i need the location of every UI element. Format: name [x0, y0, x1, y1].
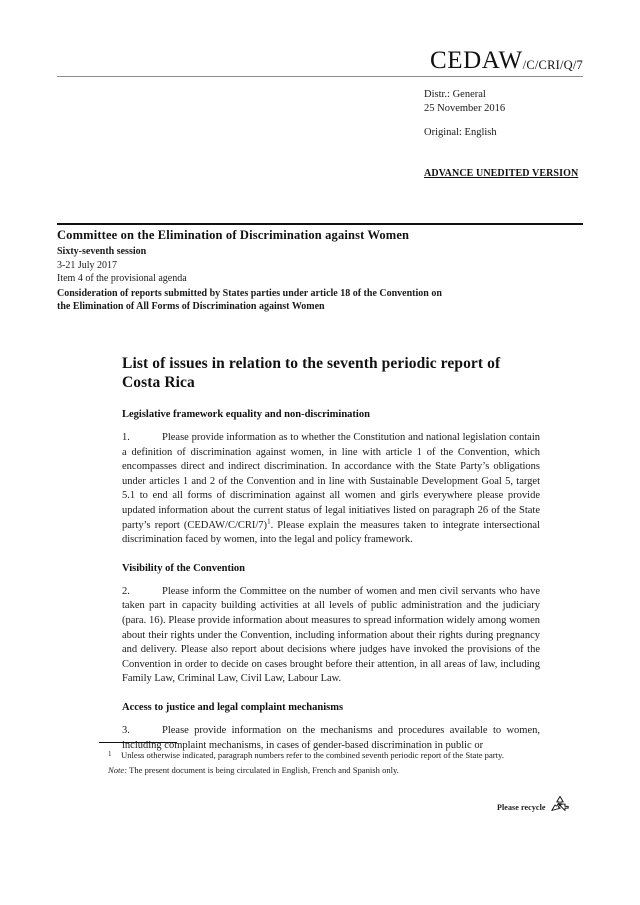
distribution-line: Distr.: General — [424, 89, 486, 100]
document-symbol-suffix: /C/CRI/Q/7 — [522, 58, 583, 72]
paragraph-3-text: Please provide information on the mechanisms and procedures available to women, including complaint mechanisms, in cases of gender-based discrimination in public or — [122, 724, 540, 751]
paragraph-1-number: 1. — [122, 432, 130, 443]
spacer — [424, 116, 505, 126]
footnote-divider — [99, 742, 177, 743]
document-body — [122, 354, 540, 767]
please-recycle — [497, 795, 571, 820]
document-symbol-main: CEDAW — [430, 47, 523, 74]
advance-unedited-version-badge: ADVANCE UNEDITED VERSION — [424, 168, 579, 179]
paragraph-3-number: 3. — [122, 724, 130, 736]
footnote-1 — [99, 750, 540, 762]
masthead-divider — [57, 76, 583, 77]
document-date: 25 November 2016 — [424, 103, 506, 114]
paragraph-1 — [122, 431, 540, 548]
recycle-label: Please recycle — [497, 803, 546, 812]
section-heading-visibility-of-convention: Visibility of the Convention — [122, 562, 245, 574]
distribution-block — [424, 88, 505, 140]
committee-session: Sixty-seventh session — [57, 246, 147, 257]
footnote-1-text: Unless otherwise indicated, paragraph numbers refer to the combined seventh periodic report of the State party. — [121, 750, 504, 760]
original-language: Original: English — [424, 127, 497, 138]
circulation-note-text: The present document is being circulated in English, French and Spanish only. — [127, 764, 399, 775]
paragraph-1-text-b: . Please explain the measures taken to integrate intersectional discrimination faced by women, into the legal and policy framework. — [122, 519, 540, 546]
paragraph-2-number: 2. — [122, 585, 130, 597]
document-title: List of issues in relation to the seventh periodic report of Costa Rica — [122, 355, 501, 391]
footnote-reference-1[interactable]: 1 — [267, 517, 271, 526]
agenda-item: Item 4 of the provisional agenda — [57, 273, 187, 284]
committee-divider — [57, 223, 583, 225]
circulation-note-label: Note: — [108, 764, 128, 775]
masthead — [57, 48, 583, 77]
footnote-1-marker: 1 — [108, 750, 112, 758]
paragraph-2-text: Please inform the Committee on the number of women and men civil servants who have taken part in capacity building activities at all levels of public administration and the judiciary (para. 16). Please provide information about measures to spread information widely among women about their rights under the Convention, including information about their rights during pregnancy and delivery. Please also report about decisions where judges have invoked the provisions of the Convention in order to decide on cases brought before their attention, in all areas of law, including Family Law, Criminal Law, Civil Law, Labour Law. — [122, 585, 540, 685]
recycle-icon — [549, 795, 571, 820]
document-symbol — [57, 48, 583, 75]
committee-title: Committee on the Elimination of Discrimination against Women — [57, 228, 410, 242]
paragraph-3 — [122, 724, 540, 753]
footnote-block — [99, 750, 540, 776]
committee-block — [57, 228, 457, 314]
paragraph-1-text-a: Please provide information as to whether the Constitution and national legislation contain a definition of discrimination against women, in line with article 1 of the Convention, which encompasses direct and indirect discrimination. In accordance with the State Party’s obligations under articles 1 and 2 of the Convention and in line with Sustainable Development Goal 5, target 5.1 to end all forms of discrimination against all women and girls everywhere please provide updated information about the current status of legal initiatives listed on paragraph 26 of the State party’s report (CEDAW/C/CRI/7) — [122, 432, 540, 531]
committee-dates: 3-21 July 2017 — [57, 259, 117, 271]
circulation-note — [99, 765, 540, 777]
section-heading-legislative-framework: Legislative framework equality and non-discrimination — [122, 409, 370, 420]
paragraph-2 — [122, 585, 540, 687]
consideration-statement: Consideration of reports submitted by States parties under article 18 of the Convention on the Elimination of All Forms of Discrimination against Women — [57, 287, 442, 312]
section-heading-access-to-justice: Access to justice and legal complaint mechanisms — [122, 701, 344, 713]
